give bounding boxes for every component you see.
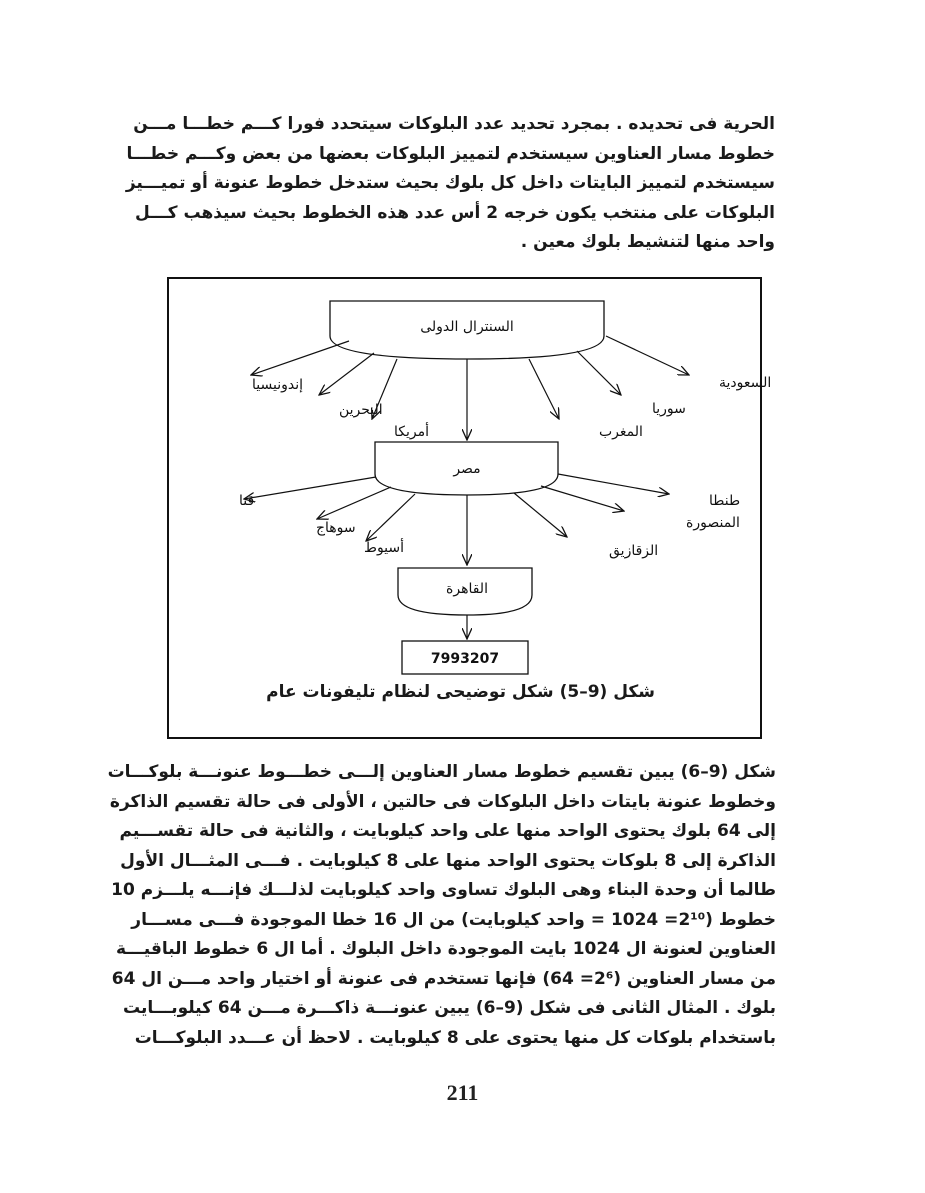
city-label: أسيوط	[364, 540, 405, 556]
city-label: سوهاج	[316, 520, 356, 536]
number-box-label: 7993207	[430, 651, 500, 667]
arrow	[606, 336, 689, 375]
text-line: باستخدام بلوكات كل منها يحتوى على 8 كيلوبايت . لاحظ أن عـــدد البلوكـــات	[134, 1027, 776, 1048]
text-line: بلوك . المثال الثانى فى شكل (9–6) يبين عنونـــة ذاكـــرة مـــن 64 كيلوبـــايت	[123, 998, 776, 1018]
arrow	[558, 474, 669, 494]
country-label: البحرين	[339, 402, 383, 418]
local-node-label: القاهرة	[446, 581, 488, 597]
text-line: من مسار العناوين (2⁶= 64) فإنها تستخدم فى عنونة أو اختيار واحد مـــن ال 64	[111, 968, 776, 989]
page-number: 211	[446, 1080, 479, 1105]
figure-frame	[167, 277, 772, 739]
country-label: أمريكا	[394, 424, 430, 440]
country-label: سوريا	[652, 401, 686, 417]
city-label: الزقازيق	[609, 543, 659, 559]
country-label: إندونيسيا	[252, 377, 303, 393]
text-line: البلوكات على منتخب يكون خرجه 2 أس عدد هذه الخطوط بحيث سيذهب كـــل	[135, 202, 775, 223]
text-line: إلى 64 بلوك يحتوى الواحد منها على واحد كيلوبايت ، والثانية فى حالة تقســـيم	[119, 821, 776, 841]
top-node-label: السنترال الدولى	[420, 319, 514, 335]
city-label: طنطا	[709, 493, 741, 509]
bottom-paragraph	[107, 758, 776, 1053]
arrow	[251, 341, 349, 375]
text-line: شكل (9–6) يبين تقسيم خطوط مسار العناوين إلـــى خطـــوط عنونـــة بلوكـــات	[107, 762, 776, 782]
text-line: طالما أن وحدة البناء وهى البلوك تساوى واحد كيلوبايت لذلـــك فإنـــه يلـــزم 10	[111, 880, 776, 900]
telephone-hierarchy-diagram	[169, 279, 772, 737]
figure-caption: شكل (9–5) شكل توضيحى لنظام تليفونات عام	[266, 682, 655, 702]
text-line: الحرية فى تحديده . بمجرد تحديد عدد البلوكات سيتحدد فورا كـــم خطـــا مـــن	[133, 114, 775, 134]
text-line: خطوط (2¹⁰= 1024 = واحد كيلوبايت) من ال 16 خطا الموجودة فـــى مســـار	[131, 909, 776, 930]
city-label: المنصورة	[686, 515, 740, 531]
text-line: سيستخدم لتمييز البايتات داخل كل بلوك بحيث ستدخل خطوط عنونة أو تميـــيز	[125, 173, 775, 193]
arrow	[577, 351, 621, 395]
middle-node-label: مصر	[453, 461, 481, 477]
text-line: خطوط مسار العناوين سيستخدم لتمييز البلوكات بعضها من بعض وكـــم خطـــا	[126, 143, 775, 164]
text-line: العناوين لعنونة ال 1024 بايت الموجودة داخل البلوك . أما ال 6 خطوط الباقيـــة	[116, 939, 776, 959]
arrow	[244, 477, 376, 499]
arrow	[541, 486, 624, 511]
text-line: الذاكرة إلى 8 بلوكات يحتوى الواحد منها على 8 كيلوبايت . فـــى المثـــال الأول	[120, 850, 776, 871]
arrow	[317, 487, 391, 519]
top-paragraph	[125, 110, 775, 258]
country-label: السعودية	[719, 375, 772, 391]
text-line: واحد منها لتنشيط بلوك معين .	[520, 232, 775, 252]
arrow	[529, 359, 559, 419]
arrow	[366, 494, 415, 541]
arrow	[514, 493, 567, 537]
arrow	[319, 353, 374, 395]
text-line: وخطوط عنونة بايتات داخل البلوكات فى حالتين ، الأولى فى حالة تقسيم الذاكرة	[109, 791, 776, 812]
country-label: المغرب	[599, 424, 643, 440]
city-label: قنا	[239, 493, 255, 509]
